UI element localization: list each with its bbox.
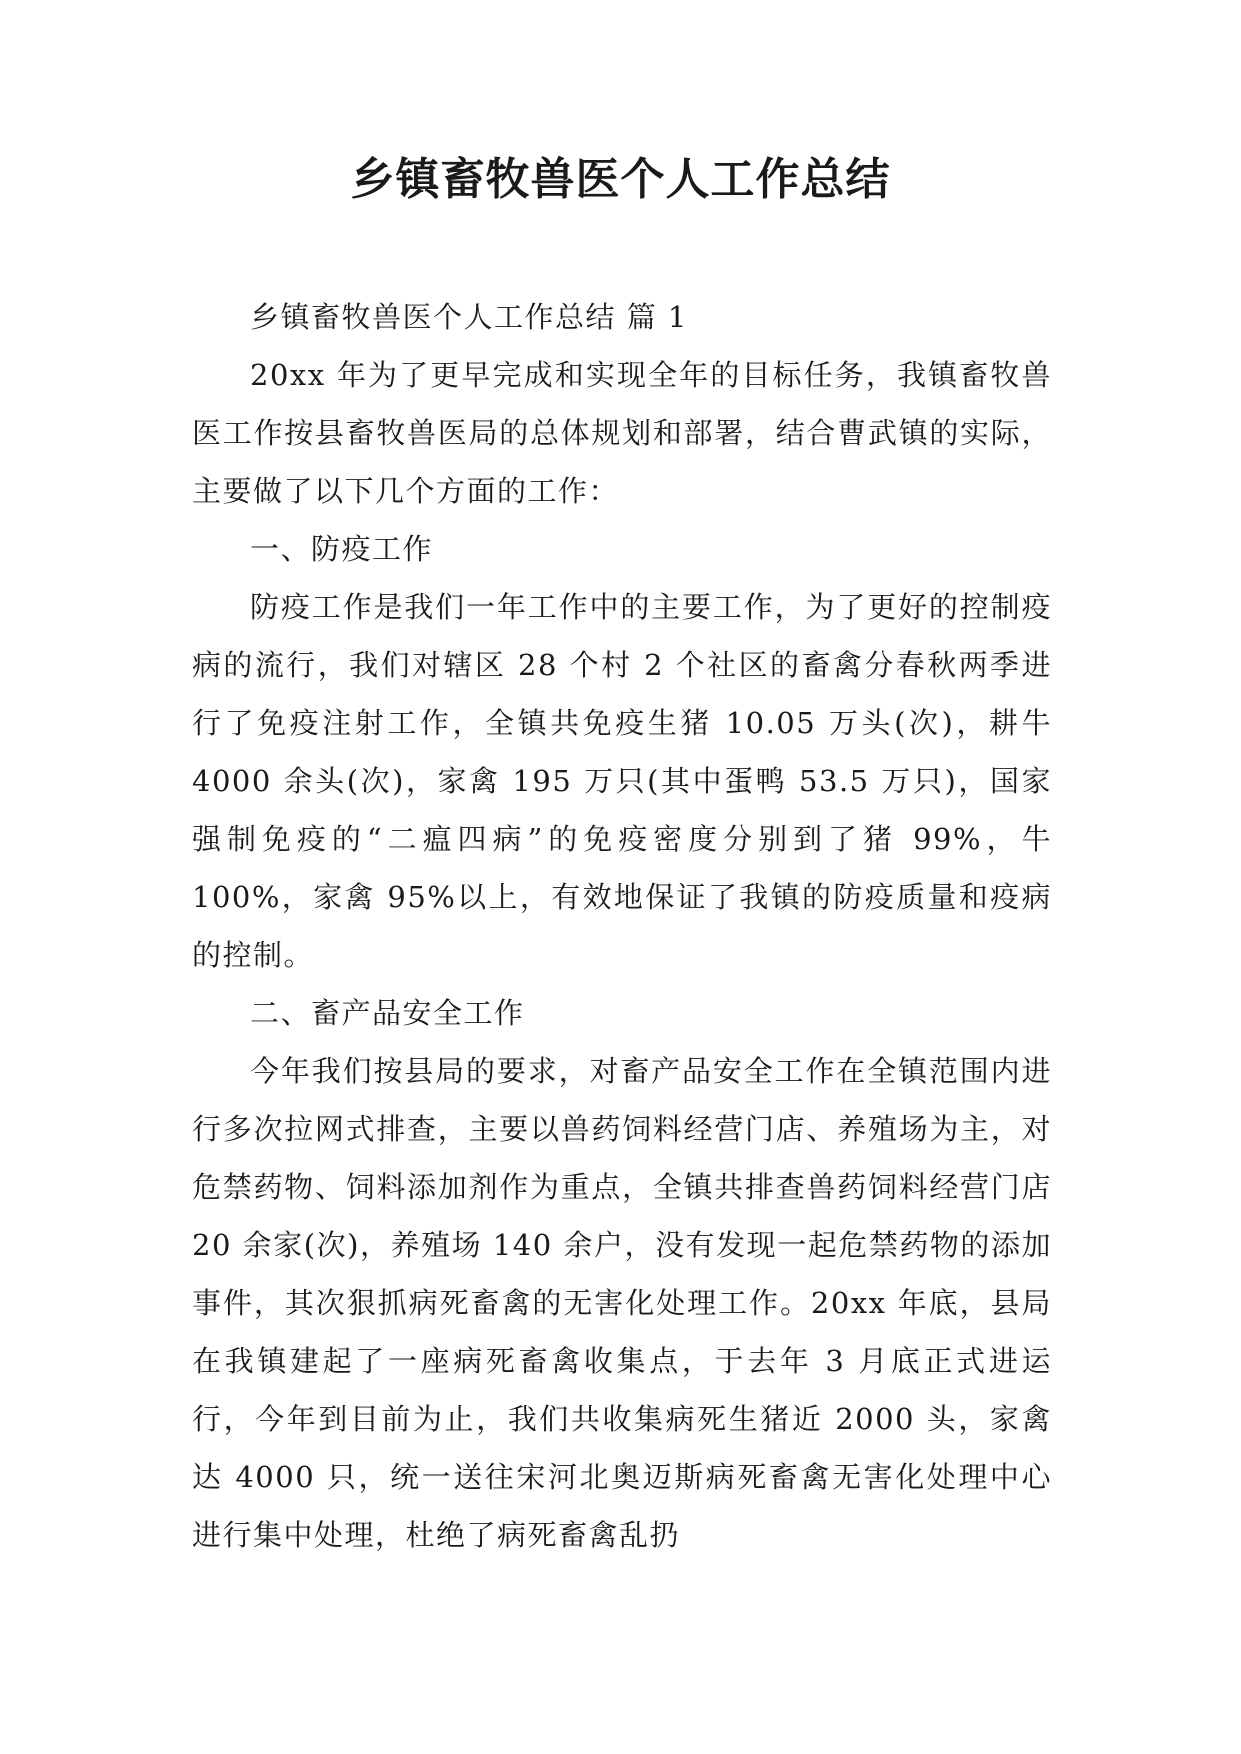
body-paragraph: 今年我们按县局的要求，对畜产品安全工作在全镇范围内进行多次拉网式排查，主要以兽药饲料经营门店、养殖场为主，对危禁药物、饲料添加剂作为重点，全镇共排查兽药饲料经营门店 20 余家(次)，养殖场 140 余户，没有发现一起危禁药物的添加事件，其次狠抓病死畜禽的无害化处理工作。20xx 年底，县局在我镇建起了一座病死畜禽收集点，于去年 3 月底正式进运行，今年到目前为止，我们共收集病死生猪近 2000 头，家禽达 4000 只，统一送往宋河北奥迈斯病死畜禽无害化处理中心进行集中处理，杜绝了病死畜禽乱扔 [192,1054,1052,1552]
body-paragraph: 防疫工作是我们一年工作中的主要工作，为了更好的控制疫病的流行，我们对辖区 28 个村 2 个社区的畜禽分春秋两季进行了免疫注射工作，全镇共免疫生猪 10.05 万头(次)，耕牛 4000 余头(次)，家禽 195 万只(其中蛋鸭 53.5 万只)，国家强制免疫的“二瘟四病”的免疫密度分别到了猪 99%，牛 100%，家禽 95%以上，有效地保证了我镇的防疫质量和疫病的控制。 [192,590,1052,972]
document-body [192,288,1052,1564]
section-heading: 乡镇畜牧兽医个人工作总结 篇 1 [250,300,688,334]
document-title: 乡镇畜牧兽医个人工作总结 [350,154,891,205]
section-heading: 一、防疫工作 [250,532,434,566]
section-heading: 二、畜产品安全工作 [250,996,525,1030]
body-paragraph: 20xx 年为了更早完成和实现全年的目标任务，我镇畜牧兽医工作按县畜牧兽医局的总体规划和部署，结合曹武镇的实际，主要做了以下几个方面的工作： [192,358,1052,508]
